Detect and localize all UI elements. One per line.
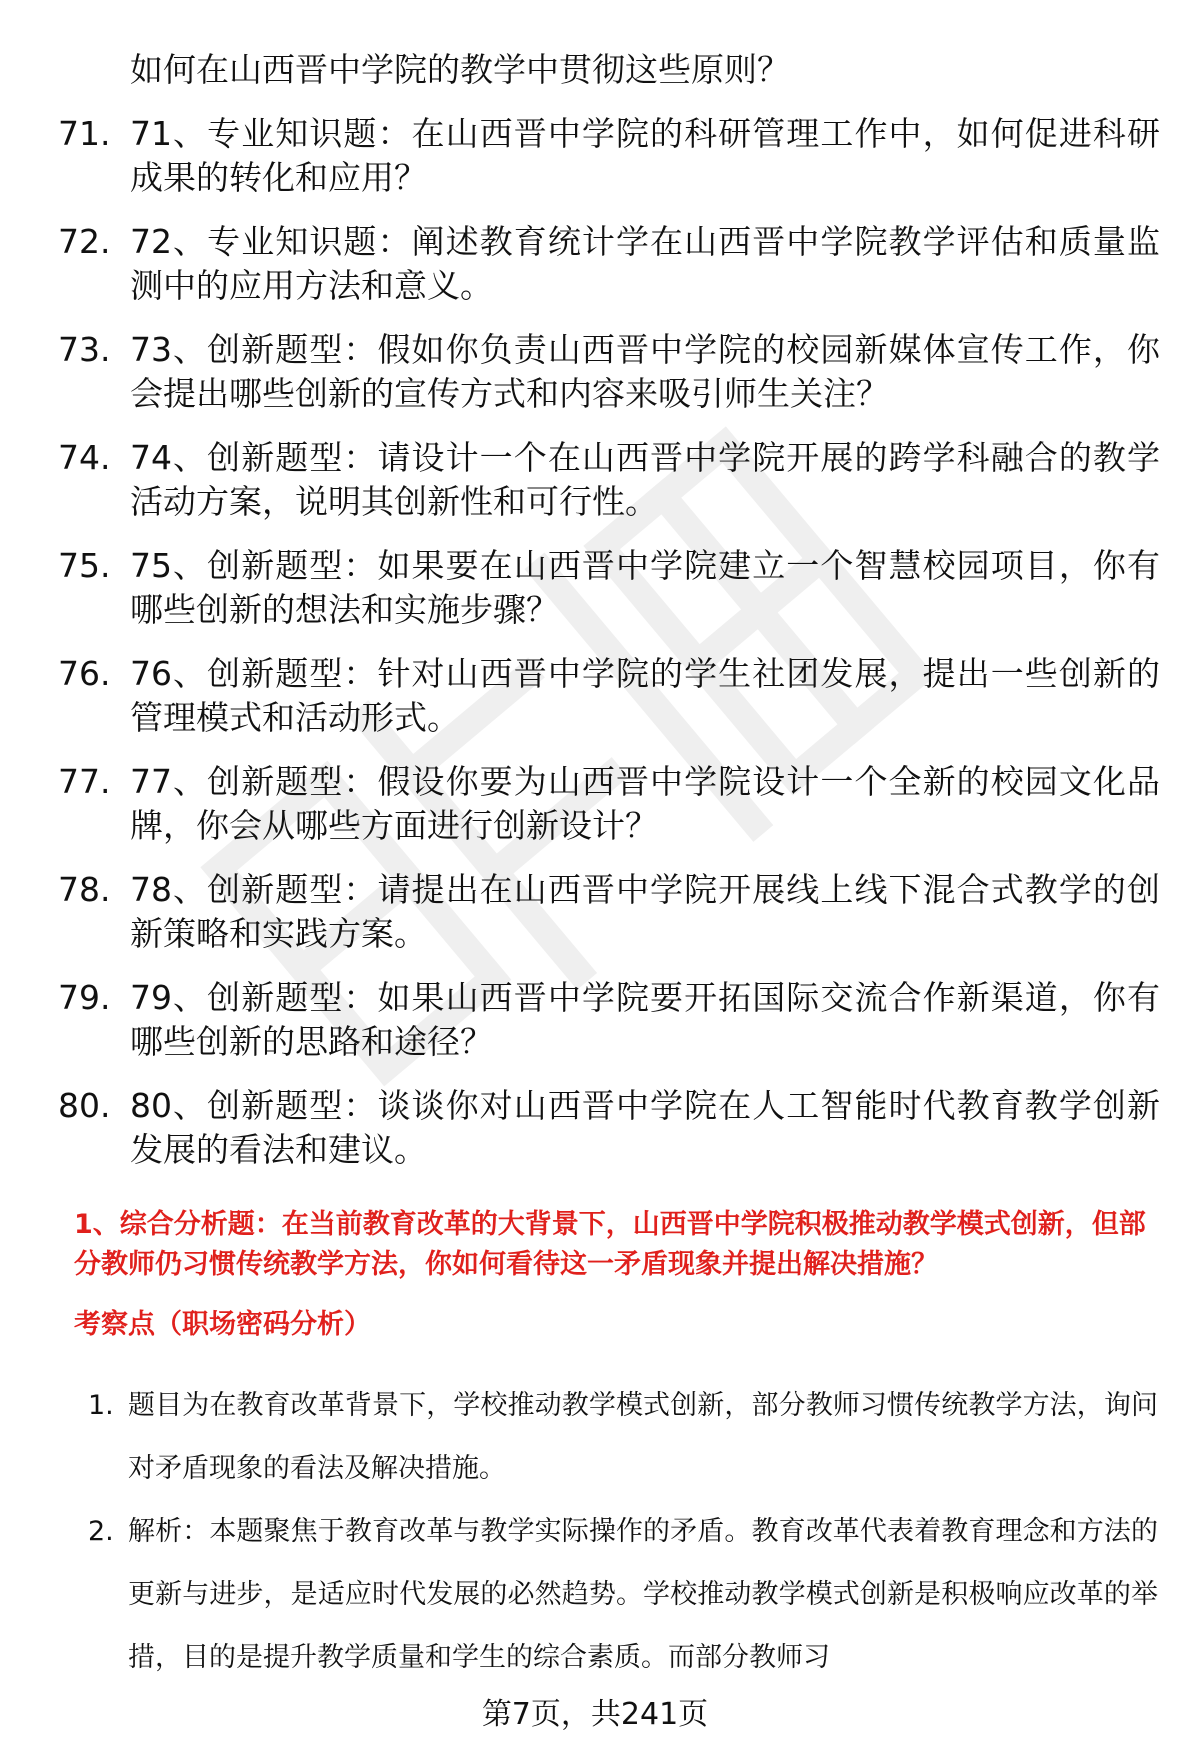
question-text: 74、创新题型：请设计一个在山西晋中学院开展的跨学科融合的教学活动方案，说明其创新性和可行性。 bbox=[130, 438, 1160, 521]
question-number: 74. bbox=[58, 438, 111, 477]
highlighted-question: 1、综合分析题：在当前教育改革的大背景下，山西晋中学院积极推动教学模式创新，但部分教师仍习惯传统教学方法，你如何看待这一矛盾现象并提出解决措施？ bbox=[74, 1209, 1146, 1280]
question-number: 80. bbox=[58, 1086, 111, 1125]
question-text: 73、创新题型：假如你负责山西晋中学院的校园新媒体宣传工作，你会提出哪些创新的宣传方式和内容来吸引师生关注？ bbox=[130, 330, 1160, 413]
question-item bbox=[0, 112, 1190, 220]
question-item bbox=[0, 868, 1190, 976]
analysis-number: 1. bbox=[88, 1390, 114, 1421]
question-number: 78. bbox=[58, 870, 111, 909]
analysis-item bbox=[0, 1374, 1190, 1500]
continued-question-line: 如何在山西晋中学院的教学中贯彻这些原则？ bbox=[130, 50, 790, 89]
question-text: 72、专业知识题：阐述教育统计学在山西晋中学院教学评估和质量监测中的应用方法和意义。 bbox=[130, 222, 1160, 305]
question-item bbox=[0, 436, 1190, 544]
exam-point-heading: 考察点（职场密码分析） bbox=[74, 1309, 371, 1340]
question-text: 71、专业知识题：在山西晋中学院的科研管理工作中，如何促进科研成果的转化和应用？ bbox=[130, 114, 1160, 197]
analysis-text: 解析：本题聚焦于教育改革与教学实际操作的矛盾。教育改革代表着教育理念和方法的更新与进步，是适应时代发展的必然趋势。学校推动教学模式创新是积极响应改革的举措，目的是提升教学质量和学生的综合素质。而部分教师习 bbox=[128, 1516, 1158, 1673]
question-item bbox=[0, 328, 1190, 436]
analysis-item bbox=[0, 1500, 1190, 1689]
question-item bbox=[0, 652, 1190, 760]
question-item bbox=[0, 544, 1190, 652]
question-item bbox=[0, 220, 1190, 328]
analysis-text: 题目为在教育改革背景下，学校推动教学模式创新，部分教师习惯传统教学方法，询问对矛盾现象的看法及解决措施。 bbox=[128, 1390, 1158, 1484]
question-text: 77、创新题型：假设你要为山西晋中学院设计一个全新的校园文化品牌，你会从哪些方面进行创新设计？ bbox=[130, 762, 1160, 845]
question-text: 75、创新题型：如果要在山西晋中学院建立一个智慧校园项目，你有哪些创新的想法和实施步骤？ bbox=[130, 546, 1160, 629]
page-footer: 第7页，共241页 bbox=[481, 1697, 709, 1732]
question-number: 79. bbox=[58, 978, 111, 1017]
question-list bbox=[0, 112, 1190, 1192]
question-number: 76. bbox=[58, 654, 111, 693]
question-number: 72. bbox=[58, 222, 111, 261]
question-text: 79、创新题型：如果山西晋中学院要开拓国际交流合作新渠道，你有哪些创新的思路和途径？ bbox=[130, 978, 1160, 1061]
question-item bbox=[0, 976, 1190, 1084]
analysis-list bbox=[0, 1374, 1190, 1689]
question-number: 77. bbox=[58, 762, 111, 801]
analysis-number: 2. bbox=[88, 1516, 114, 1547]
question-text: 78、创新题型：请提出在山西晋中学院开展线上线下混合式教学的创新策略和实践方案。 bbox=[130, 870, 1160, 953]
question-number: 73. bbox=[58, 330, 111, 369]
question-item bbox=[0, 1084, 1190, 1192]
question-text: 80、创新题型：谈谈你对山西晋中学院在人工智能时代教育教学创新发展的看法和建议。 bbox=[130, 1086, 1160, 1169]
question-item bbox=[0, 760, 1190, 868]
question-number: 71. bbox=[58, 114, 111, 153]
question-text: 76、创新题型：针对山西晋中学院的学生社团发展，提出一些创新的管理模式和活动形式。 bbox=[130, 654, 1160, 737]
question-number: 75. bbox=[58, 546, 111, 585]
